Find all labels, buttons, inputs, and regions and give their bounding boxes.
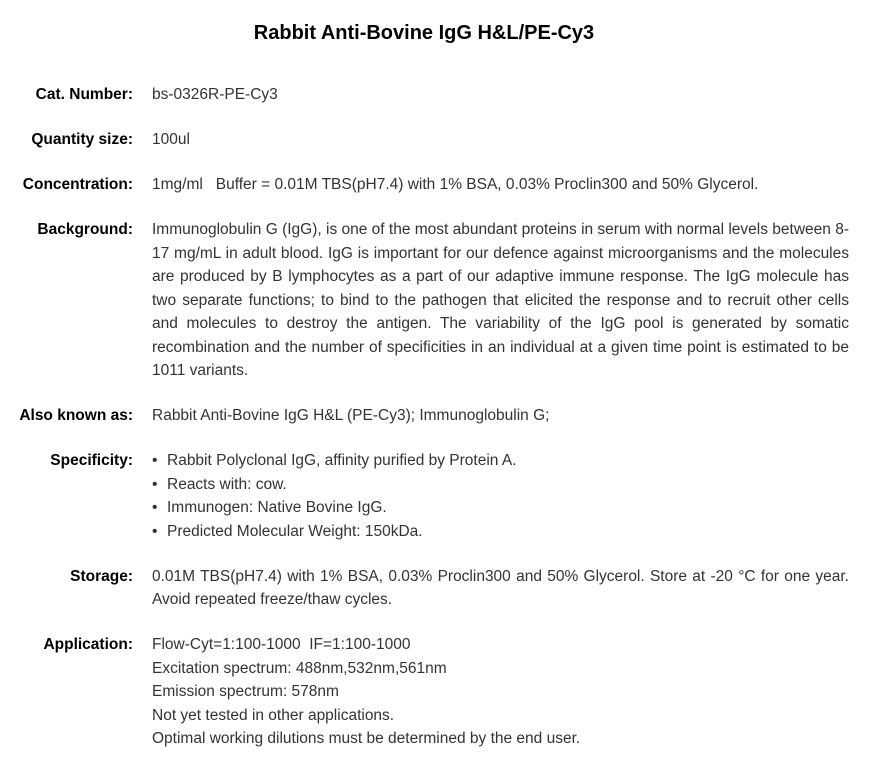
specificity-item-text: Immunogen: Native Bovine IgG. (167, 499, 387, 516)
bullet-icon: • (152, 452, 158, 469)
quantity-size-label: Quantity size: (31, 131, 133, 148)
specificity-item-text: Rabbit Polyclonal IgG, affinity purified by Protein A. (167, 452, 517, 469)
field-rows (0, 83, 848, 751)
application-line: Optimal working dilutions must be determined by the end user. (152, 730, 581, 747)
cat-number-label: Cat. Number: (35, 86, 133, 103)
field-row-cat-number (0, 83, 848, 107)
field-row-also-known-as (0, 404, 848, 428)
list-item (152, 520, 849, 544)
application-line: Flow-Cyt=1:100-1000 IF=1:100-1000 (152, 636, 411, 653)
application-label: Application: (43, 636, 133, 653)
list-item (152, 496, 849, 520)
application-line: Not yet tested in other applications. (152, 706, 395, 724)
bullet-icon: • (152, 522, 158, 540)
field-row-concentration (0, 173, 848, 197)
field-row-background (0, 218, 848, 383)
page-title: Rabbit Anti-Bovine IgG H&L/PE-Cy3 (253, 22, 595, 44)
bullet-icon: • (152, 475, 158, 493)
concentration-label: Concentration: (22, 176, 133, 193)
cat-number-value: bs-0326R-PE-Cy3 (152, 86, 278, 103)
field-row-quantity-size (0, 128, 848, 152)
also-known-as-label: Also known as: (19, 407, 133, 424)
application-value (152, 633, 849, 751)
background-value: Immunoglobulin G (IgG), is one of the most abundant proteins in serum with normal levels between 8-17 mg/mL in adult blood. IgG is important for our defence against microorganisms and the molecules are produced by B lymphocytes as a part of our adaptive immune response. The IgG molecule has two separate functions; to bind to the pathogen that elicited the response and to recruit other cells and molecules to destroy the antigen. The variability of the IgG pool is generated by somatic recombination and the number of specificities in an individual at a given time point is estimated to be 1011 variants. (152, 221, 849, 379)
quantity-size-value: 100ul (152, 131, 190, 148)
storage-label: Storage: (70, 567, 133, 585)
also-known-as-value: Rabbit Anti-Bovine IgG H&L (PE-Cy3); Immunoglobulin G; (152, 407, 550, 424)
bullet-icon: • (152, 499, 158, 516)
application-line: Excitation spectrum: 488nm,532nm,561nm (152, 659, 447, 677)
list-item (152, 473, 849, 497)
field-row-specificity (0, 449, 848, 543)
field-row-storage (0, 565, 848, 612)
field-row-application (0, 633, 848, 751)
storage-value: 0.01M TBS(pH7.4) with 1% BSA, 0.03% Proclin300 and 50% Glycerol. Store at -20 °C for one year. Avoid repeated freeze/thaw cycles. (152, 567, 849, 608)
specificity-list (152, 449, 849, 543)
concentration-value: 1mg/ml Buffer = 0.01M TBS(pH7.4) with 1% BSA, 0.03% Proclin300 and 50% Glycerol. (152, 176, 759, 193)
specificity-item-text: Reacts with: cow. (167, 475, 287, 493)
specificity-value (152, 449, 849, 543)
specificity-item-text: Predicted Molecular Weight: 150kDa. (167, 522, 423, 540)
application-line: Emission spectrum: 578nm (152, 683, 339, 700)
background-label: Background: (37, 221, 133, 238)
list-item (152, 449, 849, 473)
specificity-label: Specificity: (50, 452, 133, 469)
